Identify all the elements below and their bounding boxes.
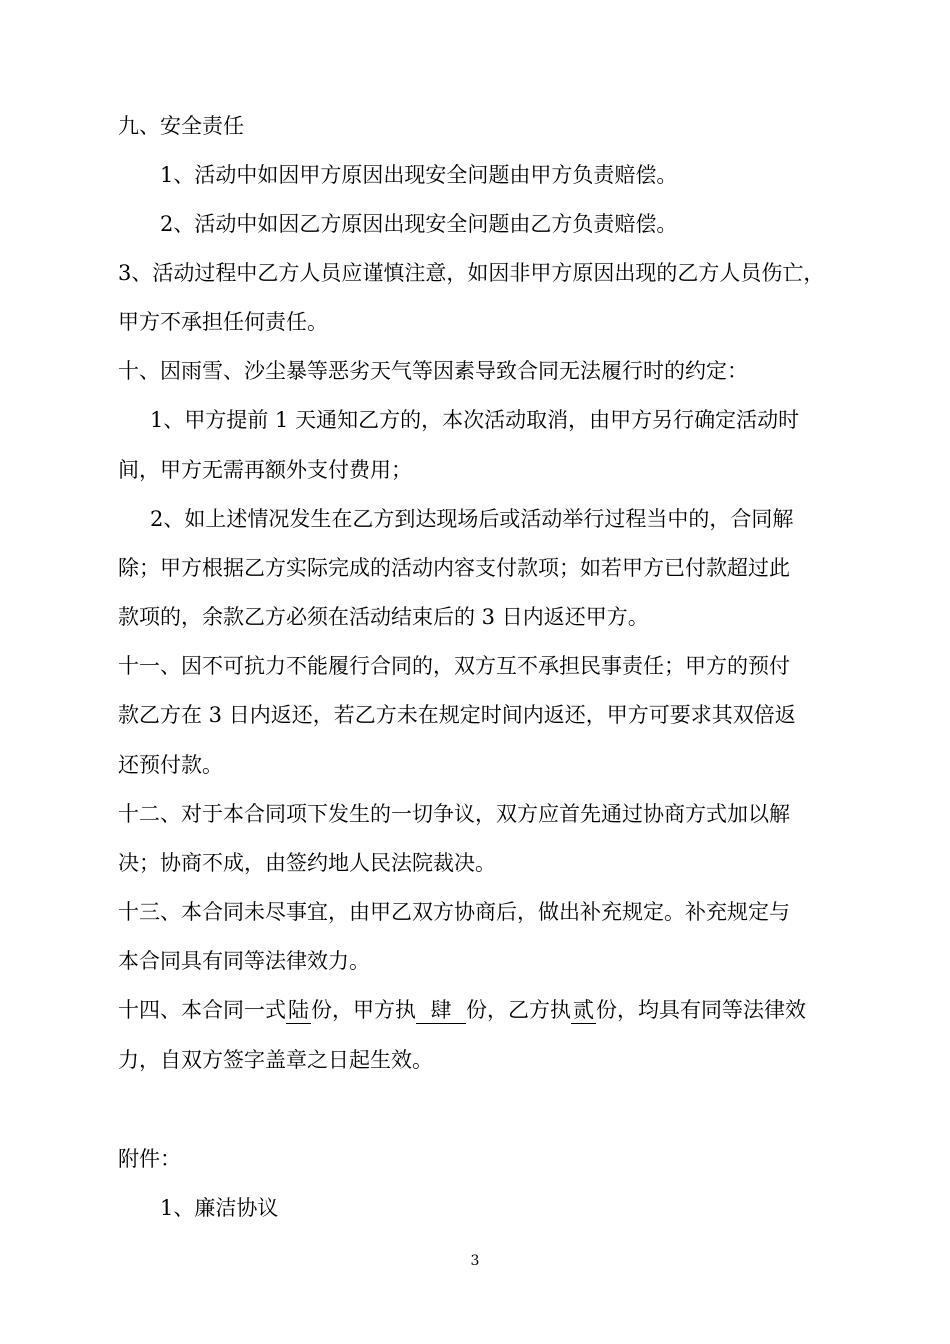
section-13-line-1: 十三、本合同未尽事宜，由甲乙双方协商后，做出补充规定。补充规定与 <box>118 900 790 924</box>
section-9-item-1: 1、活动中如因甲方原因出现安全问题由甲方负责赔偿。 <box>160 163 678 187</box>
attachment-title: 附件： <box>118 1147 181 1171</box>
section-14-text-4: 份，均具有同等法律效 <box>596 998 806 1022</box>
page-number: 3 <box>470 1253 480 1269</box>
section-11-line-3: 还预付款。 <box>118 753 223 777</box>
attachment-item-1: 1、廉洁协议 <box>160 1196 279 1220</box>
section-9-title: 九、安全责任 <box>118 114 244 138</box>
section-11-line-1: 十一、因不可抗力不能履行合同的，双方互不承担民事责任；甲方的预付 <box>118 654 790 678</box>
section-10-item-2-line-3: 款项的，余款乙方必须在活动结束后的 3 日内返还甲方。 <box>118 605 649 629</box>
copies-party-b-blank: 贰 <box>573 998 594 1022</box>
section-10-item-2-line-1: 2、如上述情况发生在乙方到达现场后或活动举行过程当中的，合同解 <box>150 507 794 531</box>
copies-total-blank: 陆 <box>288 998 309 1022</box>
section-11-line-2: 款乙方在 3 日内返还，若乙方未在规定时间内返还，甲方可要求其双倍返 <box>118 703 796 727</box>
section-14-line-1 <box>118 995 806 1025</box>
section-10-item-1-line-1: 1、甲方提前 1 天通知乙方的，本次活动取消，由甲方另行确定活动时 <box>150 408 800 432</box>
section-12-line-2: 决；协商不成，由签约地人民法院裁决。 <box>118 851 496 875</box>
section-14-text-1: 十四、本合同一式 <box>118 998 286 1022</box>
section-10-title: 十、因雨雪、沙尘暴等恶劣天气等因素导致合同无法履行时的约定： <box>118 359 748 383</box>
section-9-item-3-line-2: 甲方不承担任何责任。 <box>118 310 328 334</box>
copies-party-a-blank: 肆 <box>416 997 466 1024</box>
section-14-line-2: 力，自双方签字盖章之日起生效。 <box>118 1048 433 1072</box>
section-10-item-1-line-2: 间，甲方无需再额外支付费用； <box>118 458 412 482</box>
section-9-item-2: 2、活动中如因乙方原因出现安全问题由乙方负责赔偿。 <box>160 212 678 236</box>
section-13-line-2: 本合同具有同等法律效力。 <box>118 949 370 973</box>
section-12-line-1: 十二、对于本合同项下发生的一切争议，双方应首先通过协商方式加以解 <box>118 802 790 826</box>
section-10-item-2-line-2: 除；甲方根据乙方实际完成的活动内容支付款项；如若甲方已付款超过此 <box>118 556 790 580</box>
section-14-text-2: 份，甲方执 <box>311 998 416 1022</box>
section-9-item-3-line-1: 3、活动过程中乙方人员应谨慎注意，如因非甲方原因出现的乙方人员伤亡， <box>118 261 825 285</box>
section-14-text-3: 份，乙方执 <box>466 998 571 1022</box>
